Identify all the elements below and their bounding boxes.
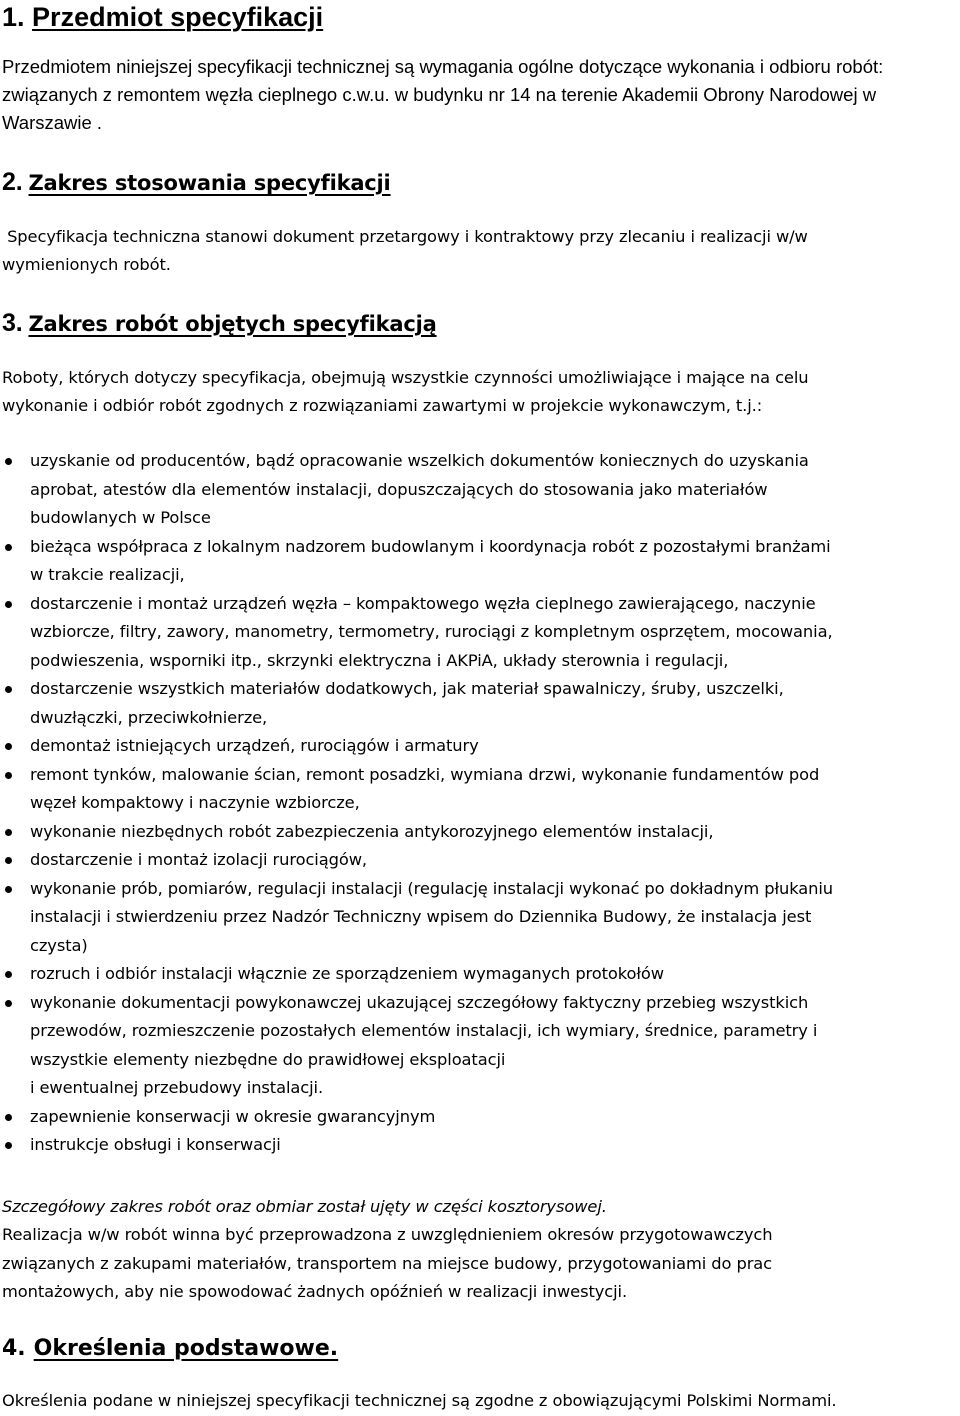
section-1-title: Przedmiot specyfikacji (32, 2, 324, 32)
list-item-line: wszystkie elementy niezbędne do prawidłowej eksploatacji (30, 1049, 506, 1069)
text-line: Realizacja w/w robót winna być przeprowadzona z uwzględnieniem okresów przygotowawczych (2, 1225, 773, 1245)
list-item-line: aprobat, atestów dla elementów instalacji, dopuszczających do stosowania jako materiałów (30, 479, 768, 499)
list-item (0, 989, 960, 1103)
section-3-title: Zakres robót objętych specyfikacją (28, 312, 437, 336)
section-3-outro (2, 1193, 958, 1306)
list-item-line: instalacji i stwierdzeniu przez Nadzór Techniczny wpisem do Dziennika Budowy, że instalacja jest (30, 907, 812, 926)
section-2-number: 2. (2, 168, 23, 196)
section-4-title: Określenia podstawowe. (33, 1336, 339, 1361)
text-line: wykonanie i odbiór robót zgodnych z rozwiązaniami zawartymi w projekcie wykonawczym, t.j.: (2, 396, 763, 416)
list-item (0, 875, 960, 961)
list-item-line: dwuzłączki, przeciwkołnierze, (30, 707, 268, 727)
bullet-icon (5, 1114, 12, 1121)
bullet-icon (5, 601, 12, 608)
list-item (0, 675, 960, 732)
list-item-line: dostarczenie i montaż urządzeń węzła – kompaktowego węzła cieplnego zawierającego, naczynie (30, 593, 816, 613)
heading-section-1 (2, 0, 323, 34)
bullet-icon (5, 772, 12, 779)
list-item-line: instrukcje obsługi i konserwacji (30, 1135, 281, 1154)
list-item-line: zapewnienie konserwacji w okresie gwarancyjnym (30, 1106, 436, 1126)
list-item-line: w trakcie realizacji, (30, 565, 185, 584)
heading-section-2 (2, 167, 391, 198)
list-item (0, 761, 960, 818)
list-item-line: dostarczenie i montaż izolacji rurociągów, (30, 850, 367, 869)
list-item (0, 447, 960, 533)
list-item-line: przewodów, rozmieszczenie pozostałych elementów instalacji, ich wymiary, średnice, parametry i (30, 1021, 818, 1040)
list-item-line: wykonanie niezbędnych robót zabezpieczenia antykorozyjnego elementów instalacji, (30, 821, 714, 841)
list-item (0, 1131, 960, 1160)
list-item-line: dostarczenie wszystkich materiałów dodatkowych, jak materiał spawalniczy, śruby, uszczelki, (30, 679, 784, 698)
scope-bullet-list (0, 447, 960, 1160)
section-2-title: Zakres stosowania specyfikacji (28, 171, 391, 195)
text-line: montażowych, aby nie spowodować żadnych opóźnień w realizacji inwestycji. (2, 1281, 628, 1301)
text-line: Specyfikacja techniczna stanowi dokument przetargowy i kontraktowy przy zlecaniu i realizacji w/w (2, 227, 808, 246)
list-item-line: bieżąca współpraca z lokalnym nadzorem budowlanym i koordynacja robót z pozostałymi branżami (30, 536, 831, 556)
list-item-line: uzyskanie od producentów, bądź opracowanie wszelkich dokumentów koniecznych do uzyskania (30, 451, 809, 470)
list-item-line: wzbiorcze, filtry, zawory, manometry, termometry, rurociągi z kompletnym osprzętem, mocowania, (30, 622, 833, 641)
bullet-icon (5, 1000, 12, 1007)
text-line: Przedmiotem niniejszej specyfikacji technicznej są wymagania ogólne dotyczące wykonania i odbioru (2, 56, 831, 77)
bullet-icon (5, 458, 12, 465)
list-item (0, 960, 960, 989)
heading-section-4 (2, 1334, 338, 1364)
text-line: związanych z zakupami materiałów, transportem na miejsce budowy, przygotowaniami do prac (2, 1253, 773, 1273)
list-item (0, 732, 960, 761)
section-4-number: 4. (2, 1336, 26, 1361)
section-4-paragraph (2, 1387, 958, 1415)
bullet-icon (5, 829, 12, 836)
list-item-line: wykonanie dokumentacji powykonawczej ukazującej szczegółowy faktyczny przebieg wszystkich (30, 992, 809, 1012)
list-item-line: węzeł kompaktowy i naczynie wzbiorcze, (30, 793, 360, 812)
list-item-line: podwieszenia, wsporniki itp., skrzynki elektryczna i AKPiA, układy sterownia i regulacji, (30, 650, 729, 670)
list-item (0, 818, 960, 847)
text-line: Narodowej w Warszawie . (2, 84, 877, 133)
section-3-intro (2, 364, 958, 421)
list-item (0, 846, 960, 875)
bullet-icon (5, 544, 12, 551)
bullet-icon (5, 971, 12, 978)
list-item-line: rozruch i odbiór instalacji włącznie ze sporządzeniem wymaganych protokołów (30, 964, 665, 983)
section-2-paragraph (2, 223, 958, 280)
heading-section-3 (2, 308, 437, 339)
bullet-icon (5, 857, 12, 864)
list-item-line: wykonanie prób, pomiarów, regulacji instalacji (regulację instalacji wykonać po dokładnym płukaniu (30, 878, 834, 898)
bullet-icon (5, 1142, 12, 1149)
text-line: robót: związanych z remontem węzła cieplnego c.w.u. w budynku nr 14 na terenie Akademii Obrony (2, 56, 884, 105)
section-1-number: 1. (2, 2, 25, 32)
bullet-icon (5, 743, 12, 750)
italic-note: Szczegółowy zakres robót oraz obmiar został ujęty w części kosztorysowej. (2, 1197, 607, 1216)
bullet-icon (5, 886, 12, 893)
text-line: Roboty, których dotyczy specyfikacja, obejmują wszystkie czynności umożliwiające i mające na celu (2, 368, 809, 387)
text-line: Określenia podane w niniejszej specyfikacji technicznej są zgodne z obowiązującymi Polskimi Normami. (2, 1391, 837, 1410)
list-item (0, 533, 960, 590)
list-item-line: budowlanych w Polsce (30, 508, 211, 527)
list-item-line: demontaż istniejących urządzeń, rurociągów i armatury (30, 736, 479, 755)
list-item-line: czysta) (30, 935, 88, 955)
list-item-line: remont tynków, malowanie ścian, remont posadzki, wymiana drzwi, wykonanie fundamentów pod (30, 764, 820, 784)
text-line: wymienionych robót. (2, 255, 171, 275)
list-item (0, 590, 960, 676)
list-item-line: i ewentualnej przebudowy instalacji. (30, 1078, 324, 1097)
section-3-number: 3. (2, 309, 23, 337)
section-1-paragraph (2, 53, 952, 137)
bullet-icon (5, 686, 12, 693)
list-item (0, 1103, 960, 1132)
